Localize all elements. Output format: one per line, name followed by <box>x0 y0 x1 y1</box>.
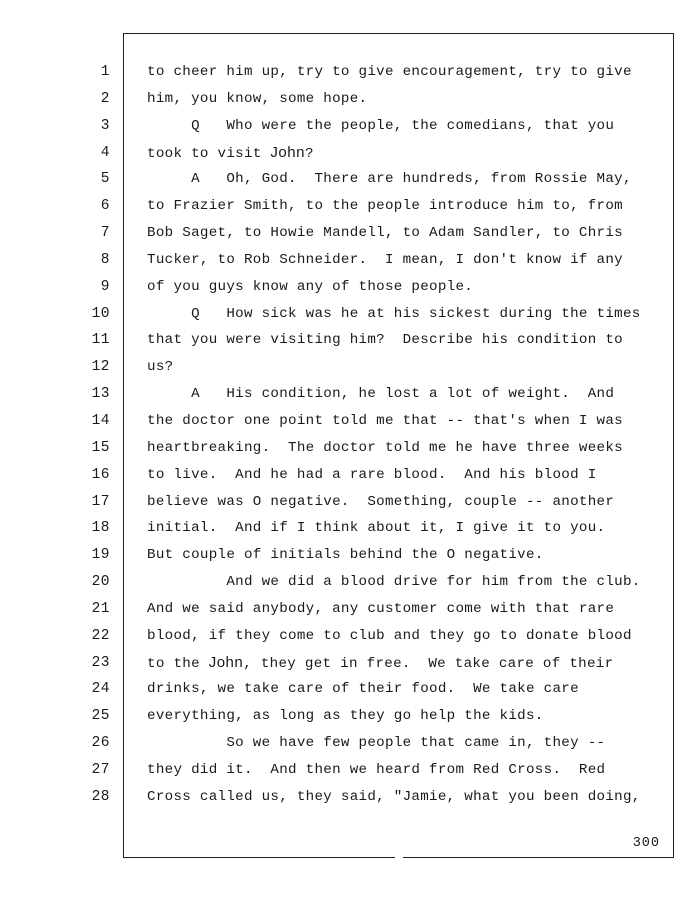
transcript-line <box>147 676 662 703</box>
line-text: Bob Saget, to Howie Mandell, to Adam Sandler, to Chris <box>147 225 623 242</box>
line-number: 1 <box>100 64 110 80</box>
line-number: 15 <box>91 439 110 456</box>
line-text: Q Who were the people, the comedians, that you <box>147 117 615 134</box>
line-text: Q How sick was he at his sickest during the times <box>147 305 641 322</box>
transcript-line <box>147 354 662 381</box>
line-number: 25 <box>91 708 110 725</box>
transcript-line <box>147 730 662 757</box>
name-text: John <box>208 653 244 671</box>
transcript-line <box>147 274 662 301</box>
line-number: 28 <box>91 788 110 805</box>
line-number: 10 <box>91 305 110 322</box>
line-number: 18 <box>91 520 110 537</box>
line-number: 26 <box>91 735 110 752</box>
transcript-body <box>147 59 662 811</box>
line-number: 9 <box>100 278 110 295</box>
transcript-line <box>147 435 662 462</box>
line-number: 27 <box>91 761 110 778</box>
bottom-rule-left <box>123 857 395 858</box>
line-number: 7 <box>100 225 110 242</box>
line-text: of you guys know any of those people. <box>147 278 474 295</box>
line-text: But couple of initials behind the O negative. <box>147 547 544 564</box>
transcript-line <box>147 381 662 408</box>
line-number: 16 <box>91 466 110 483</box>
transcript-line <box>147 327 662 354</box>
line-text: , they get in free. We take care of their <box>243 655 614 672</box>
line-text: us? <box>147 359 174 376</box>
line-text: to Frazier Smith, to the people introduce him to, from <box>147 198 623 215</box>
line-text: to live. And he had a rare blood. And his blood I <box>147 466 597 483</box>
line-number: 24 <box>91 681 110 698</box>
transcript-line <box>147 193 662 220</box>
bottom-rule-right <box>403 857 673 858</box>
transcript-line <box>147 86 662 113</box>
line-number: 14 <box>91 412 110 429</box>
line-text: blood, if they come to club and they go to donate blood <box>147 627 632 644</box>
line-number: 5 <box>100 171 110 188</box>
transcript-line <box>147 489 662 516</box>
line-number: 2 <box>100 90 110 107</box>
transcript-line <box>147 462 662 489</box>
line-number: 11 <box>91 332 110 349</box>
line-number: 20 <box>91 574 110 591</box>
transcript-line <box>147 703 662 730</box>
line-text: Cross called us, they said, "Jamie, what you been doing, <box>147 788 641 805</box>
line-number: 13 <box>91 386 110 403</box>
line-text: that you were visiting him? Describe his condition to <box>147 332 623 349</box>
page-number: 300 <box>632 836 660 851</box>
line-text: to the <box>147 655 209 672</box>
line-text: the doctor one point told me that -- that's when I was <box>147 412 623 429</box>
line-text: believe was O negative. Something, couple -- another <box>147 493 615 510</box>
line-number: 23 <box>91 654 110 671</box>
line-text: ? <box>304 145 314 162</box>
transcript-line <box>147 623 662 650</box>
transcript-line <box>147 596 662 623</box>
line-number-column <box>70 59 110 811</box>
line-text: Tucker, to Rob Schneider. I mean, I don't know if any <box>147 251 623 268</box>
transcript-line <box>147 569 662 596</box>
line-text: And we did a blood drive for him from the club. <box>147 574 641 591</box>
transcript-line <box>147 515 662 542</box>
line-number: 12 <box>91 359 110 376</box>
transcript-line <box>147 59 662 86</box>
transcript-line <box>147 408 662 435</box>
line-number: 6 <box>100 198 110 215</box>
transcript-line <box>147 220 662 247</box>
transcript-line <box>147 140 662 167</box>
transcript-line <box>147 166 662 193</box>
transcript-line <box>147 757 662 784</box>
line-text: drinks, we take care of their food. We take care <box>147 681 579 698</box>
transcript-line <box>147 784 662 811</box>
line-number: 21 <box>91 600 110 617</box>
line-number: 19 <box>91 547 110 564</box>
line-number: 17 <box>91 493 110 510</box>
line-text: A Oh, God. There are hundreds, from Rossie May, <box>147 171 632 188</box>
line-text: And we said anybody, any customer come with that rare <box>147 600 615 617</box>
transcript-line <box>147 650 662 677</box>
line-text: initial. And if I think about it, I give it to you. <box>147 520 606 537</box>
line-text: heartbreaking. The doctor told me he have three weeks <box>147 439 623 456</box>
transcript-line <box>147 247 662 274</box>
line-number: 22 <box>91 627 110 644</box>
line-number: 3 <box>100 117 110 134</box>
transcript-line <box>147 542 662 569</box>
line-text: they did it. And then we heard from Red Cross. Red <box>147 761 606 778</box>
line-text: took to visit <box>147 145 271 162</box>
transcript-line <box>147 113 662 140</box>
line-text: to cheer him up, try to give encouragement, try to give <box>147 64 632 80</box>
line-text: So we have few people that came in, they -- <box>147 735 606 752</box>
line-text: A His condition, he lost a lot of weight. And <box>147 386 615 403</box>
line-text: him, you know, some hope. <box>147 90 368 107</box>
line-text: everything, as long as they go help the kids. <box>147 708 544 725</box>
line-number: 8 <box>100 251 110 268</box>
name-text: John <box>270 143 305 161</box>
transcript-line <box>147 301 662 328</box>
line-number: 4 <box>100 144 110 161</box>
